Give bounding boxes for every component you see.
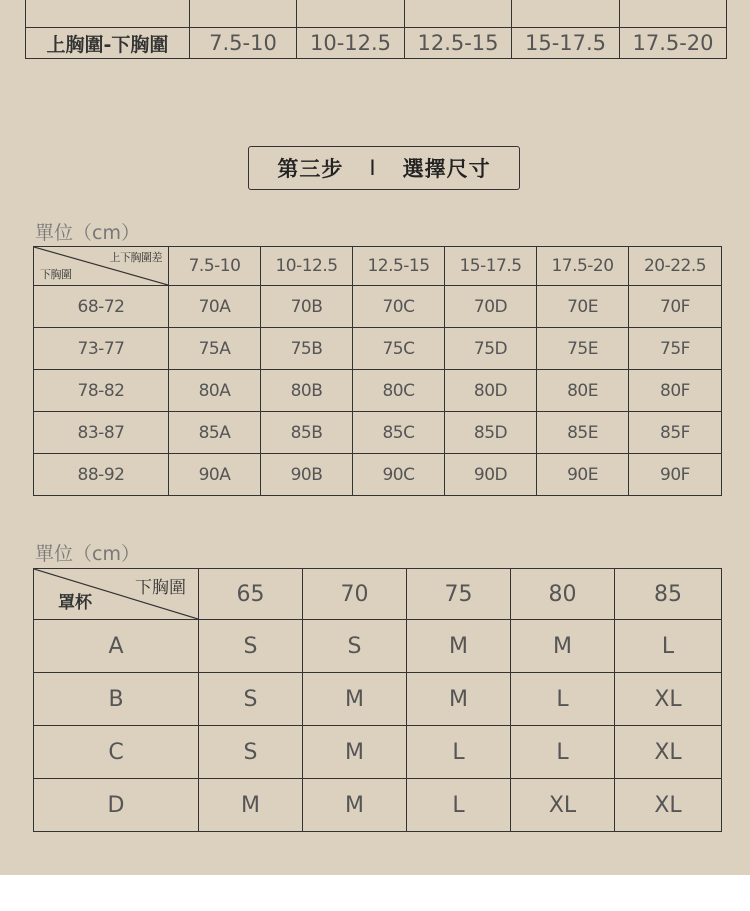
table-cell: 80B	[261, 370, 353, 412]
table-cell: S	[199, 726, 303, 779]
table-cell: XL	[615, 779, 722, 832]
table-cell: S	[303, 620, 407, 673]
table-cell: 90D	[445, 454, 537, 496]
table-row	[34, 620, 722, 673]
table-cell: S	[199, 620, 303, 673]
cup-size-table	[33, 568, 722, 832]
unit-label: 單位（cm）	[35, 222, 140, 244]
column-header: 65	[199, 569, 303, 620]
table-cell: 85F	[629, 412, 722, 454]
table-cell: 90A	[169, 454, 261, 496]
corner-cell	[34, 247, 169, 286]
table-cell: 85A	[169, 412, 261, 454]
row-header: 上胸圍-下胸圍	[26, 28, 190, 59]
table-cell: 75A	[169, 328, 261, 370]
column-header: 12.5-15	[353, 247, 445, 286]
table-header-row	[34, 247, 722, 286]
row-header: B	[34, 673, 199, 726]
table-cell: 80F	[629, 370, 722, 412]
table-cell: 80D	[445, 370, 537, 412]
column-header: 20-22.5	[629, 247, 722, 286]
table-row	[34, 726, 722, 779]
table-cell: 75E	[537, 328, 629, 370]
table-cell: 80C	[353, 370, 445, 412]
table-cell: M	[303, 726, 407, 779]
column-header: 70	[303, 569, 407, 620]
table-cell: 90E	[537, 454, 629, 496]
table-cell: 75F	[629, 328, 722, 370]
table-cell: 75B	[261, 328, 353, 370]
column-header: 15-17.5	[445, 247, 537, 286]
table-cell: M	[303, 779, 407, 832]
table-cell: 85E	[537, 412, 629, 454]
row-header: 88-92	[34, 454, 169, 496]
table-cell: M	[199, 779, 303, 832]
table-row	[34, 673, 722, 726]
table-cell: 80A	[169, 370, 261, 412]
table-cell: 70A	[169, 286, 261, 328]
table-row	[26, 28, 727, 59]
table-cell: M	[303, 673, 407, 726]
table-cell: XL	[615, 673, 722, 726]
row-header: A	[34, 620, 199, 673]
table-cell: M	[511, 620, 615, 673]
table-cell: L	[511, 673, 615, 726]
table-cell: 90F	[629, 454, 722, 496]
table-cell: 17.5-20	[620, 28, 727, 59]
corner-bottom-label: 下胸圍	[40, 268, 72, 281]
size-chart-table	[33, 246, 722, 496]
table-row	[34, 454, 722, 496]
table-cell: L	[407, 726, 511, 779]
column-header: 75	[407, 569, 511, 620]
column-header: 17.5-20	[537, 247, 629, 286]
table-cell: 75C	[353, 328, 445, 370]
table-cell: 85C	[353, 412, 445, 454]
table-cell: 90B	[261, 454, 353, 496]
bust-difference-table	[25, 0, 727, 59]
row-header: D	[34, 779, 199, 832]
table-row	[34, 286, 722, 328]
row-header: 68-72	[34, 286, 169, 328]
table-cell: 70B	[261, 286, 353, 328]
step-text: 選擇尺寸	[402, 157, 491, 181]
table-cell: 15-17.5	[512, 28, 620, 59]
table-cell: XL	[511, 779, 615, 832]
table-cell: 7.5-10	[190, 28, 297, 59]
step-number: 第三步	[277, 157, 344, 181]
table-cell: 70E	[537, 286, 629, 328]
table-cell: 85D	[445, 412, 537, 454]
table-cell: M	[407, 620, 511, 673]
corner-bottom-label: 罩杯	[58, 593, 92, 613]
corner-cell	[34, 569, 199, 620]
step-title	[248, 146, 520, 190]
table-cell: 10-12.5	[297, 28, 405, 59]
column-header: 85	[615, 569, 722, 620]
table-cell: M	[407, 673, 511, 726]
step-separator: I	[369, 156, 377, 180]
table-cell: S	[199, 673, 303, 726]
column-header: 10-12.5	[261, 247, 353, 286]
table-cell: L	[615, 620, 722, 673]
table-cell: 70D	[445, 286, 537, 328]
table-cell: L	[407, 779, 511, 832]
row-header: 73-77	[34, 328, 169, 370]
table-cell: XL	[615, 726, 722, 779]
table-row	[34, 370, 722, 412]
row-header: 78-82	[34, 370, 169, 412]
table-header-row	[34, 569, 722, 620]
corner-top-label: 上下胸圍差	[109, 251, 162, 264]
table-cell: 75D	[445, 328, 537, 370]
table-cell: L	[511, 726, 615, 779]
table-row	[26, 0, 727, 28]
column-header: 7.5-10	[169, 247, 261, 286]
row-header: 83-87	[34, 412, 169, 454]
table-row	[34, 328, 722, 370]
table-cell: 70F	[629, 286, 722, 328]
table-cell: 70C	[353, 286, 445, 328]
table-row	[34, 779, 722, 832]
row-header: C	[34, 726, 199, 779]
corner-top-label: 下胸圍	[135, 578, 186, 598]
unit-label: 單位（cm）	[35, 543, 140, 565]
table-cell: 85B	[261, 412, 353, 454]
table-cell: 12.5-15	[405, 28, 512, 59]
table-cell: 90C	[353, 454, 445, 496]
table-cell: 80E	[537, 370, 629, 412]
column-header: 80	[511, 569, 615, 620]
table-row	[34, 412, 722, 454]
